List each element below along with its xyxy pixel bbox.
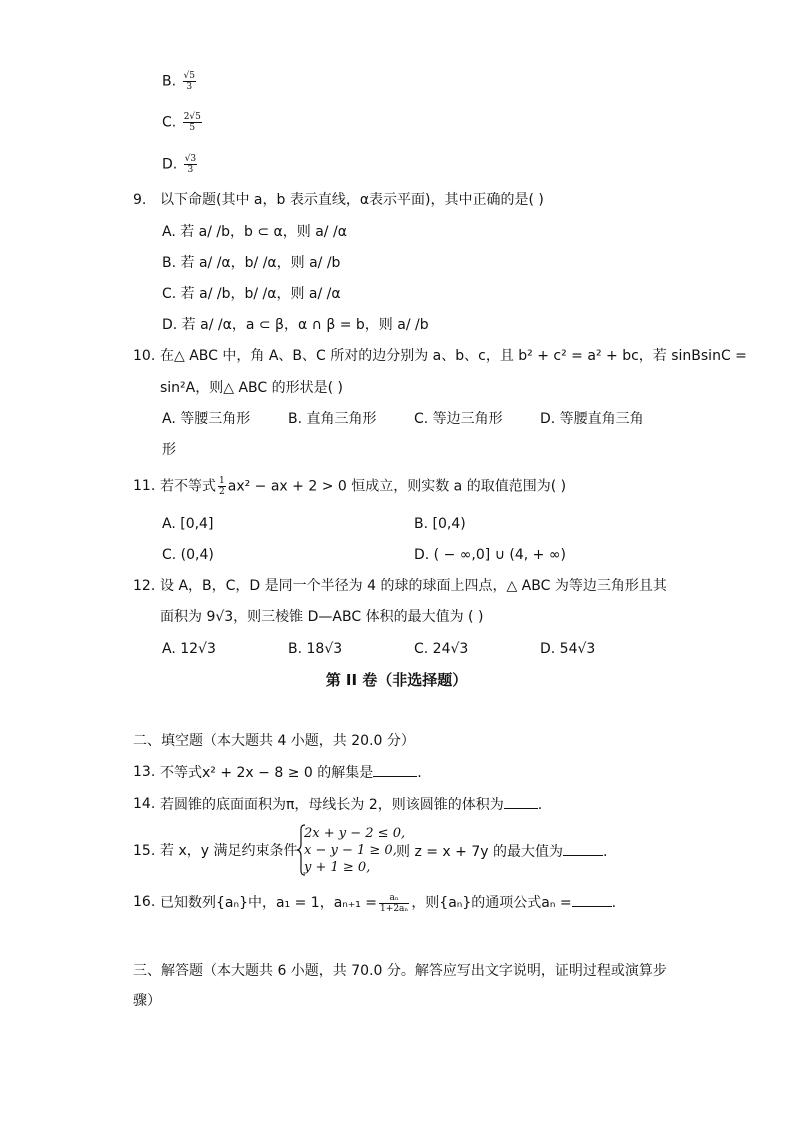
q10-stem-line2: sin²A，则△ ABC 的形状是( ) bbox=[160, 380, 343, 396]
answer-blank[interactable] bbox=[563, 841, 603, 856]
q13-number: 13. bbox=[133, 764, 156, 780]
q15-constraint-2: x − y − 1 ≥ 0, bbox=[304, 843, 397, 858]
q15-end: . bbox=[603, 844, 608, 860]
q10-option-a: A. 等腰三角形 bbox=[162, 411, 251, 427]
q11-option-c: C. (0,4) bbox=[162, 547, 214, 563]
q12-option-c: C. 24√3 bbox=[414, 641, 469, 657]
q8-option-b bbox=[162, 71, 198, 92]
q15-stem-pre: 若 x，y 满足约束条件 bbox=[160, 843, 298, 859]
fraction-numerator: √5 bbox=[183, 71, 195, 81]
q9-option-a: A. 若 a/ /b，b ⊂ α，则 a/ /α bbox=[162, 224, 347, 240]
q15-number: 15. bbox=[133, 843, 156, 859]
q12-option-d: D. 54√3 bbox=[540, 641, 596, 657]
q9-stem: 以下命题(其中 a，b 表示直线，α表示平面)，其中正确的是( ) bbox=[160, 192, 544, 208]
q14-text: 若圆锥的底面面积为π，母线长为 2，则该圆锥的体积为 bbox=[160, 797, 504, 813]
fraction-denominator: 2 bbox=[219, 487, 225, 497]
q9-option-d: D. 若 a/ /α，a ⊂ β，α ∩ β = b，则 a/ /b bbox=[162, 317, 429, 333]
q16-text-post: ，则{aₙ}的通项公式aₙ = bbox=[411, 895, 572, 911]
q16-end: . bbox=[611, 895, 617, 911]
q10-option-d-wrap: 形 bbox=[162, 442, 176, 458]
option-label: D. bbox=[162, 156, 178, 173]
fraction-denominator: 3 bbox=[187, 165, 194, 175]
answer-blank[interactable] bbox=[373, 762, 417, 777]
fraction-numerator: 1 bbox=[219, 476, 225, 486]
q12-option-a: A. 12√3 bbox=[162, 641, 216, 657]
q10-option-b: B. 直角三角形 bbox=[288, 411, 377, 427]
q11-option-a: A. [0,4] bbox=[162, 516, 214, 532]
q15-text: 则 z = x + 7y 的最大值为 bbox=[396, 844, 563, 860]
section2-title: 二、填空题（本大题共 4 小题，共 20.0 分） bbox=[133, 733, 415, 749]
fraction-denominator: 5 bbox=[189, 123, 196, 133]
q16-number: 16. bbox=[133, 894, 156, 910]
q10-option-c: C. 等边三角形 bbox=[414, 411, 503, 427]
fraction bbox=[218, 476, 226, 497]
q14-end: . bbox=[537, 797, 543, 813]
q11-stem bbox=[160, 476, 566, 497]
q14-stem bbox=[160, 794, 542, 815]
q10-stem-line1: 在△ ABC 中，角 A、B、C 所对的边分别为 a、b、c，且 b² + c² = a² + bc，若 sinBsinC = bbox=[160, 348, 747, 364]
option-label: C. bbox=[162, 114, 177, 131]
option-label: B. bbox=[162, 73, 177, 90]
fraction-numerator: √3 bbox=[184, 154, 197, 164]
fraction-numerator: 2√5 bbox=[183, 112, 201, 122]
q13-end: . bbox=[417, 765, 422, 781]
q9-option-c: C. 若 a/ /b，b/ /α，则 a/ /α bbox=[162, 286, 341, 302]
part2-title: 第 II 卷（非选择题） bbox=[325, 671, 468, 689]
section3-title-line2: 骤） bbox=[133, 993, 161, 1009]
fraction bbox=[183, 112, 202, 133]
q15-constraint-3: y + 1 ≥ 0, bbox=[304, 860, 371, 875]
q15-constraint-1: 2x + y − 2 ≤ 0, bbox=[304, 826, 406, 841]
fraction-denominator: 1+2aₙ bbox=[380, 903, 409, 914]
q9-number: 9. bbox=[133, 192, 147, 208]
q10-number: 10. bbox=[133, 348, 156, 364]
q12-option-b: B. 18√3 bbox=[288, 641, 343, 657]
fraction bbox=[184, 154, 197, 175]
q11-option-d: D. ( − ∞,0] ∪ (4, + ∞) bbox=[414, 547, 566, 563]
q16-text-pre: 已知数列{aₙ}中，a₁ = 1，aₙ₊₁ = bbox=[160, 895, 378, 911]
q12-number: 12. bbox=[133, 578, 156, 594]
q8-option-c bbox=[162, 112, 204, 133]
fraction bbox=[379, 893, 409, 914]
q12-stem-line2: 面积为 9√3，则三棱锥 D—ABC 体积的最大值为 ( ) bbox=[160, 609, 484, 625]
fraction bbox=[183, 71, 196, 92]
q11-stem-post: ax² − ax + 2 > 0 恒成立，则实数 a 的取值范围为( ) bbox=[227, 478, 567, 495]
q14-number: 14. bbox=[133, 796, 156, 812]
answer-blank[interactable] bbox=[504, 794, 538, 809]
q11-number: 11. bbox=[133, 478, 156, 494]
q16-stem bbox=[160, 892, 616, 914]
q11-option-b: B. [0,4) bbox=[414, 516, 466, 532]
q13-stem bbox=[160, 762, 422, 783]
q11-stem-pre: 若不等式 bbox=[160, 478, 216, 495]
section3-title-line1: 三、解答题（本大题共 6 小题，共 70.0 分。解答应写出文字说明，证明过程或演算步 bbox=[133, 963, 667, 979]
q12-stem-line1: 设 A，B，C，D 是同一个半径为 4 的球的球面上四点，△ ABC 为等边三角形且其 bbox=[160, 578, 667, 594]
q10-option-d: D. 等腰直角三角 bbox=[540, 411, 644, 427]
q8-option-d bbox=[162, 154, 199, 175]
fraction-denominator: 3 bbox=[186, 82, 193, 92]
answer-blank[interactable] bbox=[572, 892, 612, 907]
q13-text: 不等式x² + 2x − 8 ≥ 0 的解集是 bbox=[160, 765, 374, 781]
q15-stem-post bbox=[396, 841, 607, 862]
fraction-numerator: aₙ bbox=[379, 893, 409, 904]
q9-option-b: B. 若 a/ /α，b/ /α，则 a/ /b bbox=[162, 255, 341, 271]
